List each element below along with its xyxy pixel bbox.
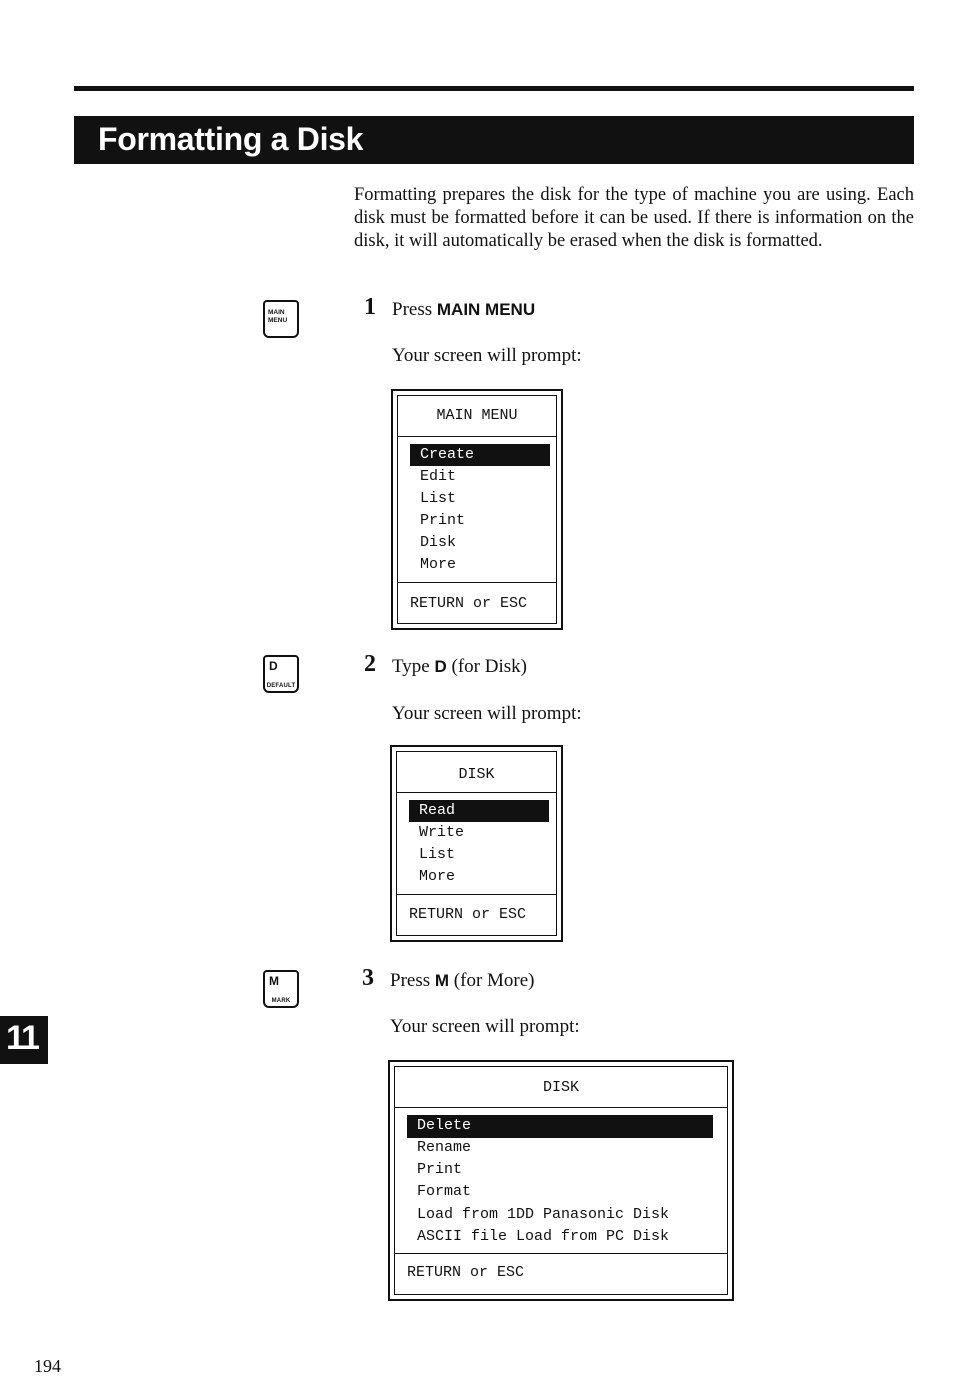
menu-item: Print	[417, 1161, 463, 1178]
screen-footer: RETURN or ESC	[397, 894, 556, 935]
step-instruction: Press MAIN MENU	[392, 299, 536, 320]
key-label: MAIN MENU	[268, 309, 288, 324]
title-bar	[74, 116, 914, 164]
menu-item: Create	[410, 444, 550, 466]
d-key-icon: D DEFAULT	[263, 655, 299, 693]
disk-more-screen	[388, 1060, 734, 1301]
screen-footer: RETURN or ESC	[398, 582, 556, 623]
step-instruction: Press M (for More)	[390, 970, 535, 991]
prompt-text: Your screen will prompt:	[392, 703, 582, 724]
key-name: D	[434, 657, 447, 676]
screen-header: MAIN MENU	[398, 396, 556, 437]
disk-menu-screen	[390, 745, 563, 942]
menu-item: Disk	[420, 534, 457, 551]
main-menu-screen	[391, 389, 563, 630]
menu-item: List	[419, 846, 456, 863]
top-rule	[74, 86, 914, 91]
menu-item: ASCII file Load from PC Disk	[417, 1228, 670, 1245]
menu-item: Rename	[417, 1139, 472, 1156]
page-number: 194	[34, 1356, 61, 1376]
screen-header: DISK	[397, 752, 556, 793]
key-name: M	[434, 971, 450, 990]
main-menu-key-icon	[263, 300, 299, 338]
key-name: MAIN MENU	[436, 300, 536, 319]
m-key-icon: M MARK	[263, 970, 299, 1008]
menu-item: List	[420, 490, 457, 507]
prompt-text: Your screen will prompt:	[392, 345, 582, 366]
prompt-text: Your screen will prompt:	[390, 1016, 580, 1037]
intro-paragraph: Formatting prepares the disk for the type of machine you are using. Each disk must be formatted before it can be used. If there is information on the disk, it will automatically be erased when the disk is formatted.	[354, 185, 914, 252]
menu-item: Edit	[420, 468, 457, 485]
step-instruction: Type D (for Disk)	[392, 656, 527, 677]
menu-item: Read	[409, 800, 549, 822]
screen-footer: RETURN or ESC	[395, 1253, 727, 1294]
menu-item: Format	[417, 1183, 472, 1200]
menu-item: Load from 1DD Panasonic Disk	[417, 1206, 670, 1223]
step-number: 1	[364, 294, 376, 320]
menu-item: More	[420, 556, 457, 573]
screen-header: DISK	[395, 1067, 727, 1108]
step-number: 2	[364, 651, 376, 677]
menu-item: More	[419, 868, 456, 885]
step-number: 3	[362, 965, 374, 991]
menu-item: Delete	[407, 1115, 713, 1138]
menu-item: Write	[419, 824, 465, 841]
chapter-tab: 11	[0, 1016, 48, 1064]
menu-item: Print	[420, 512, 466, 529]
page-title: Formatting a Disk	[98, 121, 364, 157]
